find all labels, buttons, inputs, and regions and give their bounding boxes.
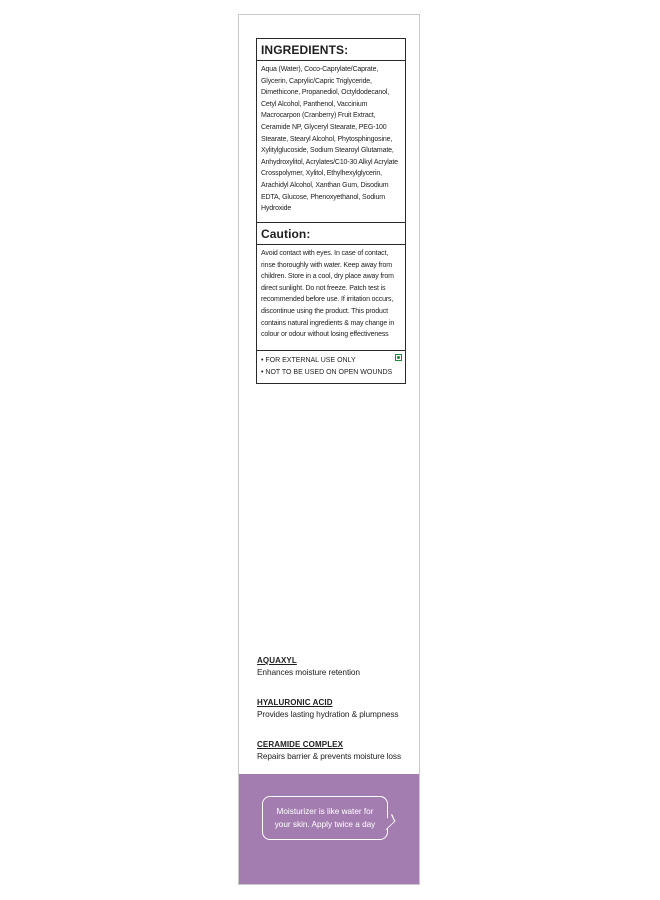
benefit-description: Provides lasting hydration & plumpness (257, 709, 399, 719)
tagline-speech-bubble (262, 796, 388, 840)
ingredients-caution-box (256, 38, 406, 384)
key-ingredients-list (257, 655, 417, 781)
warning-open-wounds: • NOT TO BE USED ON OPEN WOUNDS (261, 368, 393, 376)
product-label-panel (238, 14, 420, 885)
benefit-item (257, 697, 417, 720)
tagline-band (239, 774, 419, 884)
benefit-description: Enhances moisture retention (257, 667, 360, 677)
ingredients-heading: INGREDIENTS: (257, 39, 405, 61)
benefit-description: Repairs barrier & prevents moisture loss (257, 751, 402, 761)
tagline-line-1: Moisturizer is like water for (276, 807, 374, 816)
caution-text: Avoid contact with eyes. In case of contact, rinse thoroughly with water. Keep away from children. Store in a cool, dry place away from direct sunlight. Do not freeze. Patch test is recommended before use. If irritation occurs, discontinue using the product. This product contains natural ingredients & may change in colour or odour without losing effectiveness (257, 245, 405, 351)
benefit-title: HYALURONIC ACID (257, 698, 333, 707)
tagline-line-2: your skin. Apply twice a day (274, 820, 376, 829)
usage-warnings (257, 351, 405, 383)
ingredients-text: Aqua (Water), Coco-Caprylate/Caprate, Glycerin, Caprylic/Capric Triglyceride, Dimethicone, Propanediol, Octyldodecanol, Cetyl Alcohol, Panthenol, Vaccinium Macrocarpon (Cranberry) Fruit Extract, Ceramide NP, Glyceryl Stearate, PEG-100 Stearate, Stearyl Alcohol, Phytosphingosine, Xylitylglucoside, Sodium Stearoyl Glutamate, Anhydroxylitol, Acrylates/C10-30 Alkyl Acrylate Crosspolymer, Xylitol, Ethylhexylglycerin, Arachidyl Alcohol, Xanthan Gum, Disodium EDTA, Glucose, Phenoxyethanol, Sodium Hydroxide (257, 61, 405, 223)
benefit-title: CERAMIDE COMPLEX (257, 740, 344, 749)
speech-bubble-tail-icon (383, 814, 396, 830)
benefit-title: AQUAXYL (257, 656, 297, 665)
vegetarian-mark-icon (395, 354, 402, 361)
caution-heading: Caution: (257, 223, 405, 245)
benefit-item (257, 655, 417, 678)
benefit-item (257, 739, 417, 762)
warning-external-use: • FOR EXTERNAL USE ONLY (261, 357, 356, 364)
